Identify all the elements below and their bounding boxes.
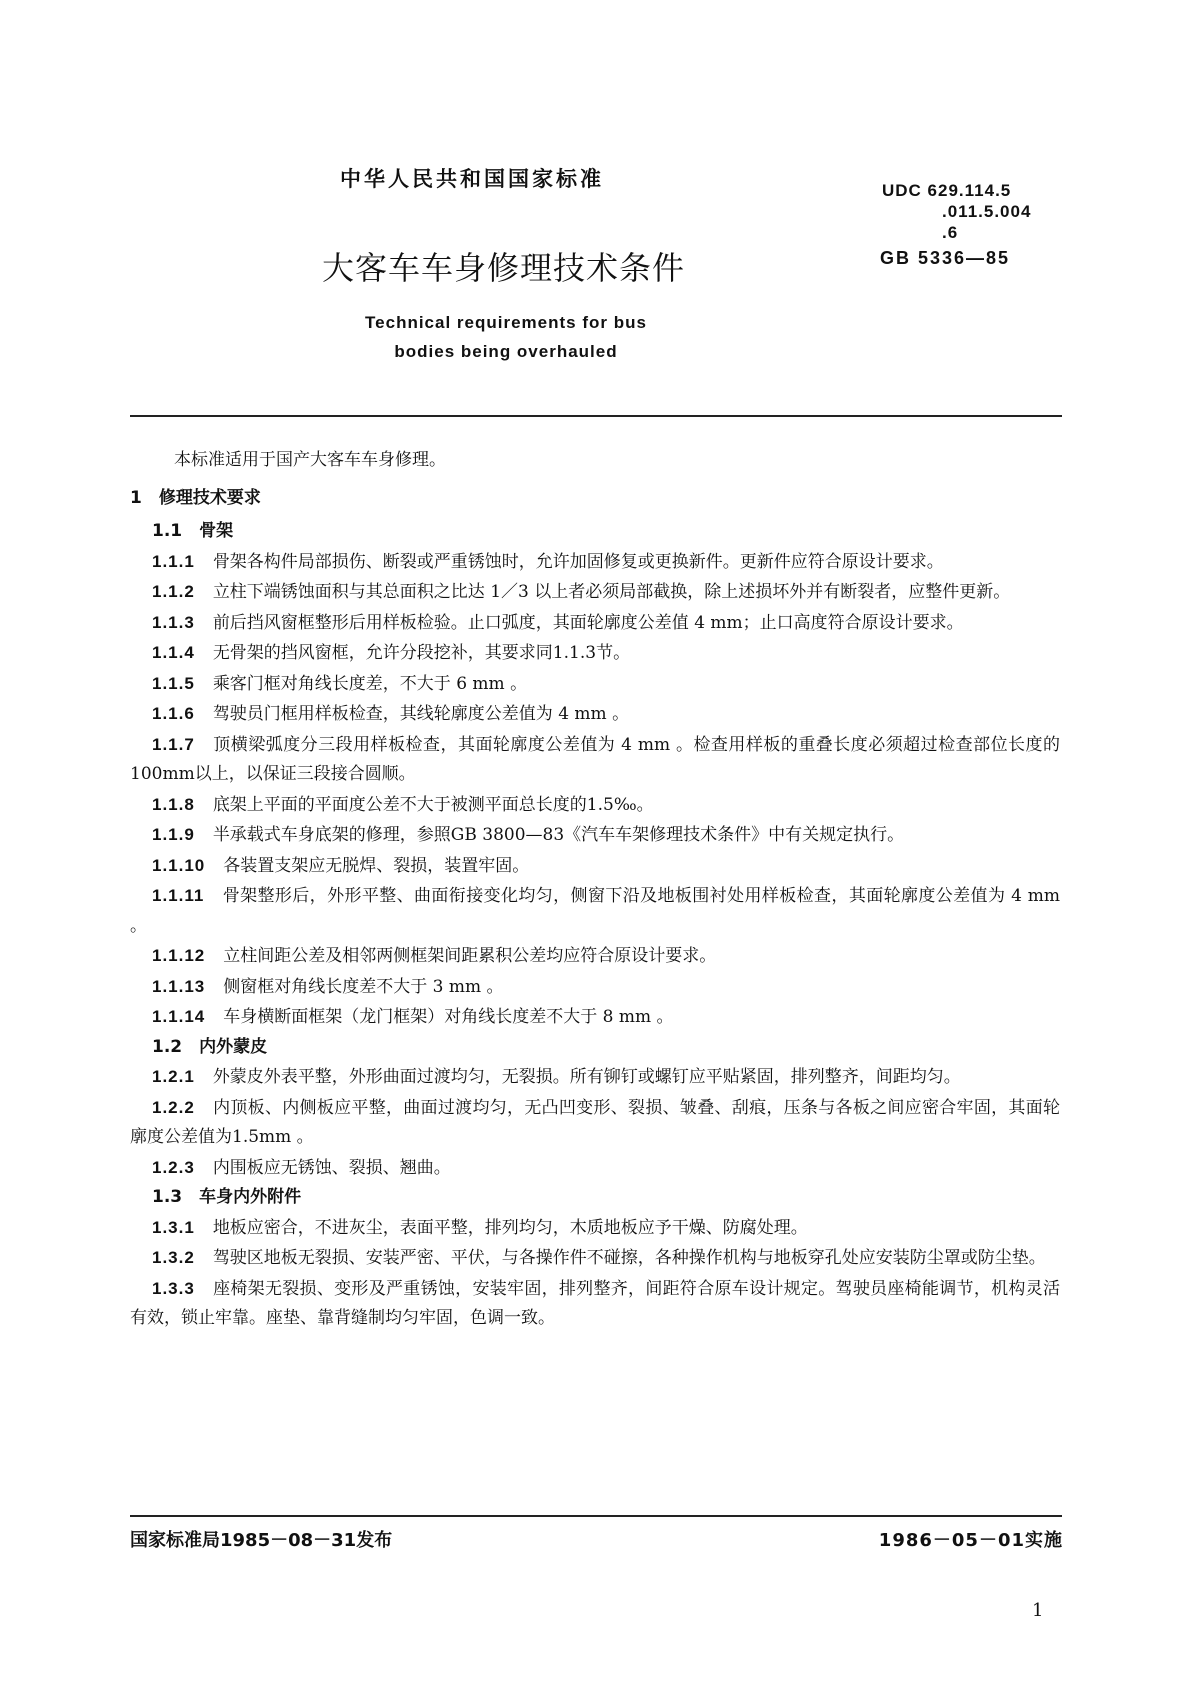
clause-number: 1.1.6 [152, 704, 195, 723]
clause-item [130, 851, 1060, 882]
clause-text: 侧窗框对角线长度差不大于 3 mm 。 [223, 976, 504, 997]
subsection-heading-1-1: 1.1 骨架 [152, 521, 234, 541]
clause-item [130, 730, 1060, 790]
clause-text: 顶横梁弧度分三段用样板检查，其面轮廓度公差值为 4 mm 。检查用样板的重叠长度必须超过检查部位长度的100mm以上，以保证三段接合圆顺。 [130, 734, 1060, 784]
clause-item [130, 1243, 1060, 1274]
issue-date: 国家标准局1985－08－31发布 [130, 1530, 393, 1551]
udc-line-3: .6 [942, 223, 959, 242]
clause-item [130, 941, 1060, 972]
page-number: 1 [1032, 1600, 1044, 1621]
clause-item [130, 972, 1060, 1003]
clause-number: 1.2.1 [152, 1067, 195, 1086]
subsection-heading-1-3: 1.3 车身内外附件 [152, 1187, 302, 1207]
section-heading-1: 1 修理技术要求 [130, 487, 261, 508]
clause-text: 座椅架无裂损、变形及严重锈蚀，安装牢固，排列整齐，间距符合原车设计规定。驾驶员座椅能调节，机构灵活有效，锁止牢靠。座垫、靠背缝制均匀牢固，色调一致。 [130, 1278, 1060, 1328]
clause-item [130, 1093, 1060, 1153]
clause-text: 立柱间距公差及相邻两侧框架间距累积公差均应符合原设计要求。 [223, 946, 717, 966]
page-title: 大客车车身修理技术条件 [322, 249, 686, 287]
effective-date: 1986－05－01实施 [878, 1530, 1063, 1551]
clause-number: 1.1.5 [152, 673, 195, 693]
clause-text: 骨架各构件局部损伤、断裂或严重锈蚀时，允许加固修复或更换新件。更新件应符合原设计要求。 [212, 551, 944, 572]
clause-number: 1.1.1 [152, 551, 195, 571]
bottom-divider [130, 1515, 1062, 1517]
clause-item [130, 881, 1060, 941]
clause-item [130, 1213, 1060, 1244]
clause-text: 内顶板、内侧板应平整，曲面过渡均匀，无凸凹变形、裂损、皱叠、刮痕，压条与各板之间应密合牢固，其面轮廓度公差值为1.5mm 。 [130, 1097, 1060, 1147]
clause-item [130, 790, 1060, 821]
udc-code [882, 180, 1031, 243]
clause-number: 1.1.12 [152, 946, 206, 965]
scope-statement: 本标准适用于国产大客车车身修理。 [174, 450, 446, 470]
clause-text: 车身横断面框架（龙门框架）对角线长度差不大于 8 mm 。 [223, 1007, 674, 1027]
clause-text: 外蒙皮外表平整，外形曲面过渡均匀，无裂损。所有铆钉或螺钉应平贴紧固，排列整齐，间距均匀。 [212, 1067, 961, 1087]
clause-list-1-2 [130, 1062, 1060, 1183]
clause-text: 乘客门框对角线长度差，不大于 6 mm 。 [212, 673, 528, 694]
english-title-line-2: bodies being overhauled [394, 342, 618, 361]
national-standard-label: 中华人民共和国国家标准 [340, 167, 604, 191]
clause-number: 1.1.11 [152, 886, 205, 905]
english-title-line-1: Technical requirements for bus [365, 313, 647, 332]
udc-line-2: .011.5.004 [942, 202, 1032, 221]
clause-text: 驾驶员门框用样板检查，其线轮廓度公差值为 4 mm 。 [212, 704, 630, 724]
clause-number: 1.1.10 [152, 855, 206, 875]
clause-text: 底架上平面的平面度公差不大于被测平面总长度的1.5‰。 [212, 794, 654, 815]
clause-number: 1.3.1 [152, 1217, 195, 1237]
clause-number: 1.1.3 [152, 612, 195, 632]
clause-text: 立柱下端锈蚀面积与其总面积之比达 1／3 以上者必须局部截换，除上述损坏外并有断裂者，应整件更新。 [212, 582, 1011, 602]
clause-text: 无骨架的挡风窗框，允许分段挖补，其要求同1.1.3节。 [212, 643, 631, 663]
clause-number: 1.3.2 [152, 1248, 195, 1267]
subsection-heading-1-2: 1.2 内外蒙皮 [152, 1036, 268, 1057]
udc-line-1: UDC 629.114.5 [882, 181, 1012, 200]
clause-item [130, 820, 1060, 851]
gb-number: GB 5336—85 [880, 248, 1011, 268]
clause-number: 1.1.8 [152, 794, 195, 814]
clause-number: 1.1.13 [152, 976, 206, 996]
clause-text: 内围板应无锈蚀、裂损、翘曲。 [212, 1157, 451, 1178]
clause-number: 1.3.3 [152, 1278, 195, 1298]
top-divider [130, 415, 1062, 417]
clause-text: 驾驶区地板无裂损、安装严密、平伏，与各操作件不碰擦，各种操作机构与地板穿孔处应安装防尘罩或防尘垫。 [212, 1248, 1046, 1268]
clause-item [130, 577, 1060, 608]
clause-item [130, 638, 1060, 669]
clause-text: 前后挡风窗框整形后用样板检验。止口弧度，其面轮廓度公差值 4 mm；止口高度符合原设计要求。 [212, 612, 964, 633]
clause-number: 1.2.2 [152, 1097, 195, 1117]
clause-list-1-3 [130, 1213, 1060, 1334]
clause-item [130, 699, 1060, 730]
clause-text: 地板应密合，不进灰尘，表面平整，排列均匀，木质地板应予干燥、防腐处理。 [212, 1217, 808, 1238]
clause-number: 1.1.4 [152, 643, 195, 662]
english-title [336, 308, 676, 366]
clause-number: 1.1.14 [152, 1007, 206, 1026]
clause-number: 1.1.7 [152, 734, 195, 754]
clause-item [130, 1062, 1060, 1093]
clause-item [130, 1274, 1060, 1334]
clause-item [130, 1153, 1060, 1184]
clause-item [130, 1002, 1060, 1033]
clause-number: 1.1.2 [152, 582, 195, 601]
document-body [130, 446, 1060, 1334]
clause-number: 1.2.3 [152, 1157, 195, 1177]
clause-text: 骨架整形后，外形平整、曲面衔接变化均匀，侧窗下沿及地板围衬处用样板检查，其面轮廓度公差值为 4 mm 。 [130, 886, 1060, 936]
clause-text: 各装置支架应无脱焊、裂损，装置牢固。 [223, 855, 530, 876]
clause-item [130, 608, 1060, 639]
clause-item [130, 669, 1060, 700]
clause-text: 半承载式车身底架的修理，参照GB 3800—83《汽车车架修理技术条件》中有关规定执行。 [212, 825, 905, 845]
clause-item [130, 547, 1060, 578]
clause-number: 1.1.9 [152, 825, 195, 844]
clause-list-1-1 [130, 547, 1060, 1033]
